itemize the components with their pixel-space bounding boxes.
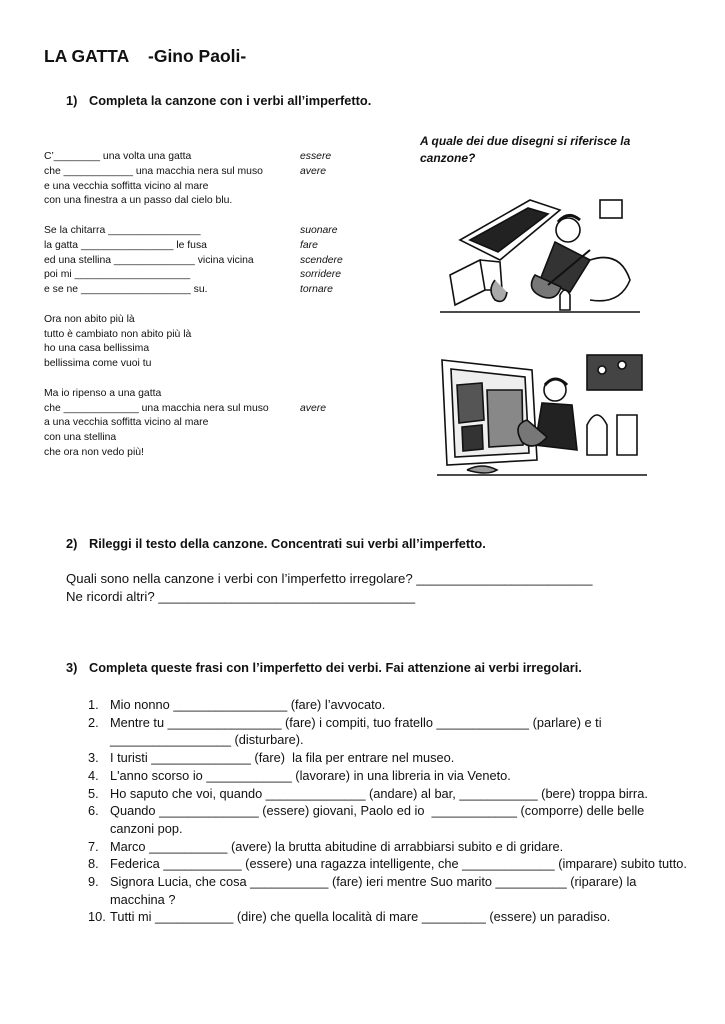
verb-hints-stanza-4 xyxy=(300,402,326,417)
verb-hints-stanza-2 xyxy=(300,224,343,298)
list-item xyxy=(88,802,688,837)
item-number: 7. xyxy=(88,838,99,854)
section-2-questions xyxy=(66,570,592,605)
item-text: Signora Lucia, che cosa ___________ (fare) ieri mentre Suo marito __________ (riparare) la macchina ? xyxy=(110,874,640,907)
lyric-line: con una finestra a un passo dal cielo blu. xyxy=(44,195,233,207)
item-number: 6. xyxy=(88,803,99,819)
window-guitar-drawing xyxy=(437,345,647,480)
lyric-line: che ____________ una macchia nera sul muso xyxy=(44,165,263,177)
verb-hint: essere xyxy=(300,151,332,162)
item-number: 5. xyxy=(88,785,99,801)
verb-hint: tornare xyxy=(300,284,333,296)
exercise-list xyxy=(88,696,688,926)
section-1-number: 1) xyxy=(66,93,78,108)
lyric-line: bellissima come vuoi tu xyxy=(44,358,152,370)
item-text: I turisti ______________ (fare) la fila per entrare nel museo. xyxy=(110,750,455,766)
stanza-3 xyxy=(44,313,269,372)
section-3-text: Completa queste frasi con l’imperfetto dei verbi. Fai attenzione ai verbi irregolari. xyxy=(89,660,582,675)
item-text: Tutti mi ___________ (dire) che quella località di mare _________ (essere) un paradiso. xyxy=(110,909,611,925)
lyric-line: C’________ una volta una gatta xyxy=(44,151,192,162)
lyric-line: e se ne ___________________ su. xyxy=(44,284,208,296)
lyric-line: Se la chitarra ________________ xyxy=(44,224,201,236)
verb-hint: sorridere xyxy=(300,269,341,281)
stanza-1 xyxy=(44,150,269,209)
lyric-line: che ora non vedo più! xyxy=(44,446,144,458)
verb-hint: fare xyxy=(300,239,318,251)
item-text: Quando ______________ (essere) giovani, Paolo ed io ____________ (comporre) delle belle canzoni pop. xyxy=(110,803,648,836)
stanza-2 xyxy=(44,224,269,298)
item-text: Marco ___________ (avere) la brutta abitudine di arrabbiarsi subito e di gridare. xyxy=(110,838,564,854)
item-number: 1. xyxy=(88,697,99,712)
list-item xyxy=(88,873,688,908)
list-item xyxy=(88,908,688,926)
verb-hint: suonare xyxy=(300,225,338,236)
song-lyrics xyxy=(44,150,269,461)
lyric-line: tutto è cambiato non abito più là xyxy=(44,328,192,340)
section-2-text: Rileggi il testo della canzone. Concentrati sui verbi all’imperfetto. xyxy=(89,536,486,551)
item-number: 4. xyxy=(88,767,99,783)
page-title: LA GATTA -Gino Paoli- xyxy=(44,46,247,66)
item-number: 10. xyxy=(88,909,106,925)
lyric-line: poi mi ____________________ xyxy=(44,269,191,281)
list-item xyxy=(88,696,688,714)
verb-hint: scendere xyxy=(300,254,343,266)
drawing-question: A quale dei due disegni si riferisce la canzone? xyxy=(420,134,631,165)
list-item xyxy=(88,767,688,785)
item-text: Ho saputo che voi, quando ______________ (andare) al bar, ___________ (bere) troppa birra. xyxy=(110,785,648,801)
section-2-heading xyxy=(66,536,666,554)
section-1-heading xyxy=(66,93,666,111)
list-item xyxy=(88,785,688,803)
lyric-line: a una vecchia soffitta vicino al mare xyxy=(44,417,209,429)
list-item xyxy=(88,749,688,767)
item-text: Mio nonno ________________ (fare) l’avvocato. xyxy=(110,697,386,712)
question-line: Quali sono nella canzone i verbi con l’imperfetto irregolare? ________________________ xyxy=(66,571,593,586)
item-number: 3. xyxy=(88,750,99,766)
item-number: 2. xyxy=(88,714,99,730)
lyric-line: Ma io ripenso a una gatta xyxy=(44,387,162,399)
stanza-4 xyxy=(44,387,269,461)
item-number: 8. xyxy=(88,856,99,872)
lyric-line: e una vecchia soffitta vicino al mare xyxy=(44,180,209,192)
list-item xyxy=(88,838,688,856)
verb-hint: avere xyxy=(300,403,326,414)
question-line: Ne ricordi altri? ___________________________________ xyxy=(66,588,416,604)
attic-guitar-drawing xyxy=(440,180,640,320)
lyric-line: con una stellina xyxy=(44,432,117,444)
lyric-line: la gatta ________________ le fusa xyxy=(44,239,207,251)
lyric-line: ed una stellina ______________ vicina vicina xyxy=(44,254,254,266)
lyric-line: ho una casa bellissima xyxy=(44,343,150,355)
item-number: 9. xyxy=(88,874,99,890)
section-2-number: 2) xyxy=(66,536,78,551)
verb-hints-stanza-1 xyxy=(300,150,331,180)
lyric-line: che _____________ una macchia nera sul muso xyxy=(44,402,269,414)
list-item xyxy=(88,714,688,749)
item-text: L'anno scorso io ____________ (lavorare) in una libreria in via Veneto. xyxy=(110,767,511,783)
section-1-text: Completa la canzone con i verbi all’imperfetto. xyxy=(89,93,372,108)
verb-hint: avere xyxy=(300,165,326,177)
item-text: Mentre tu ________________ (fare) i compiti, tuo fratello _____________ (parlare) e ti _________________ (disturbare). xyxy=(110,714,606,748)
section-3-heading xyxy=(66,660,706,678)
list-item xyxy=(88,855,688,873)
lyric-line: Ora non abito più là xyxy=(44,313,135,325)
item-text: Federica ___________ (essere) una ragazza intelligente, che _____________ (imparare) subito tutto. xyxy=(110,856,687,872)
section-3-number: 3) xyxy=(66,660,78,675)
